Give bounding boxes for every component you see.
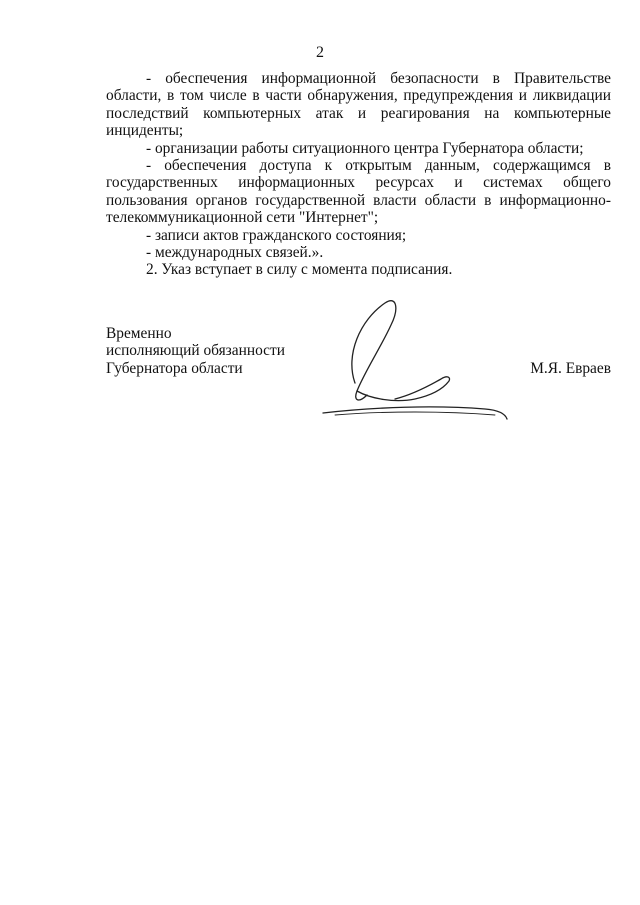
list-item: - организации работы ситуационного центра Губернатора области; — [146, 139, 584, 157]
list-item: - обеспечения информационной безопасности в Правительстве области, в том числе в части обнаружения, предупреждения и ликвидации последствий компьютерных атак и реагирования на компьютерные инциденты; — [106, 70, 611, 140]
document-body — [106, 70, 611, 279]
signatory-title-line: Губернатора области — [106, 359, 243, 377]
signatory-title-line: Временно — [106, 325, 172, 342]
signatory-title-line: исполняющий обязанности — [106, 342, 285, 360]
list-item: - записи актов гражданского состояния; — [146, 226, 407, 244]
list-item: - обеспечения доступа к открытым данным, содержащимся в государственных информационных ресурсах и системах общего пользования органов государственной власти области в информационно-телекоммуникационной сети "Интернет"; — [106, 157, 611, 227]
effective-clause: 2. Указ вступает в силу с момента подписания. — [146, 261, 453, 279]
page-number: 2 — [316, 44, 324, 61]
handwritten-signature — [315, 295, 525, 430]
list-item: - международных связей.». — [146, 244, 324, 262]
signatory-name: М.Я. Евраев — [530, 359, 611, 377]
